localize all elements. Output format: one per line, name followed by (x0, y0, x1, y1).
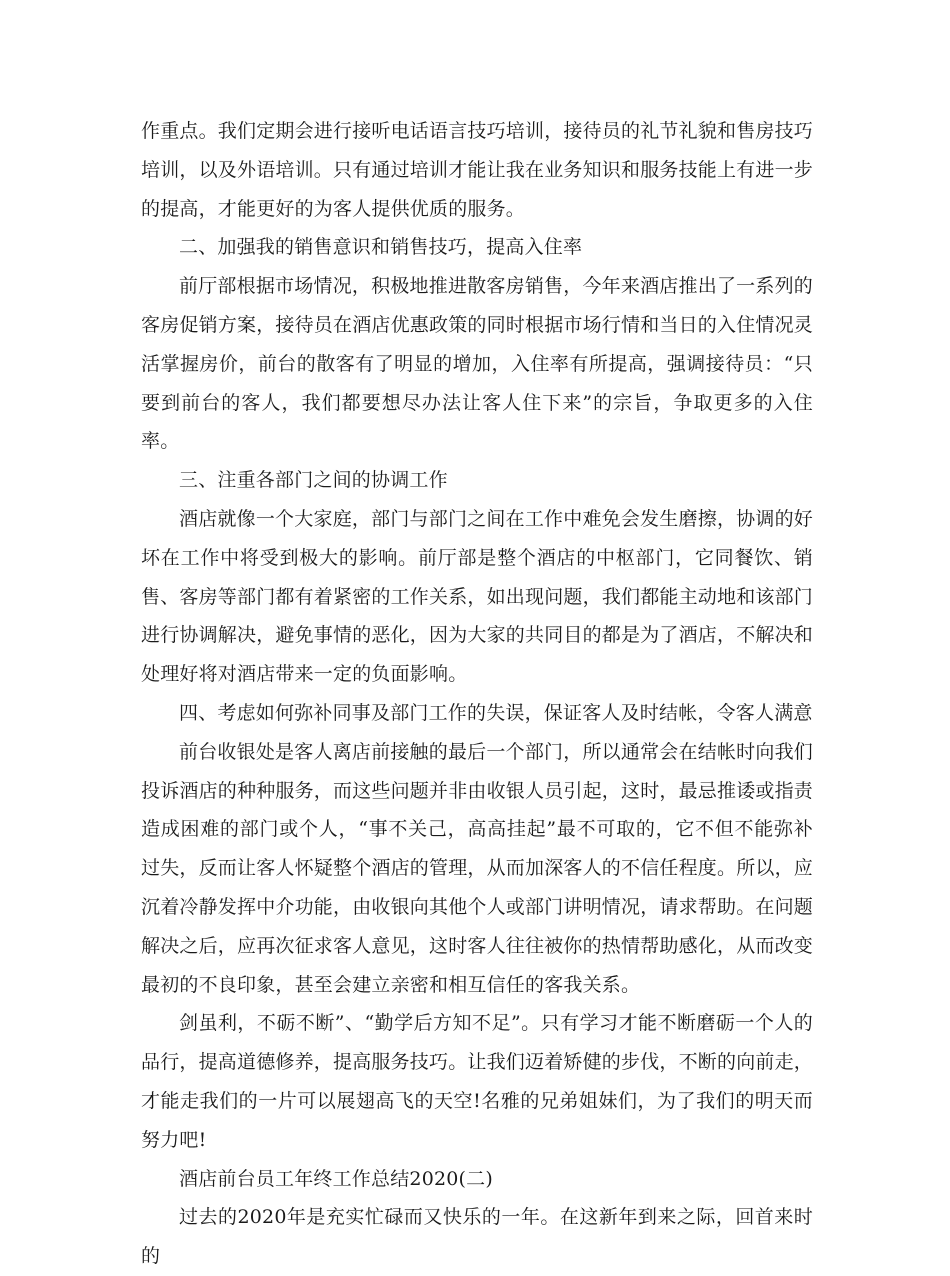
paragraph-training: 作重点。我们定期会进行接听电话语言技巧培训，接待员的礼节礼貌和售房技巧培训，以及外语培训。只有通过培训才能让我在业务知识和服务技能上有进一步的提高，才能更好的为客人提供优质的服务。 (141, 120, 814, 220)
paragraph-sales: 前厅部根据市场情况，积极地推进散客房销售，今年来酒店推出了一系列的客房促销方案，接待员在酒店优惠政策的同时根据市场行情和当日的入住情况灵活掌握房价，前台的散客有了明显的增加，入住率有所提高，强调接待员：“只要到前台的客人，我们都要想尽办法让客人住下来”的宗旨，争取更多的入住率。 (141, 275, 814, 453)
section-heading-coordination: 三、注重各部门之间的协调工作 (179, 469, 448, 492)
paragraph-intro-2020: 过去的2020年是充实忙碌而又快乐的一年。在这新年到来之际，回首来时的 (141, 1206, 813, 1268)
document-body (141, 112, 813, 1276)
paragraph-coordination: 酒店就像一个大家庭，部门与部门之间在工作中难免会发生磨擦，协调的好坏在工作中将受到极大的影响。前厅部是整个酒店的中枢部门，它同餐饮、销售、客房等部门都有着紧密的工作关系，如出现问题，我们都能主动地和该部门进行协调解决，避免事情的恶化，因为大家的共同目的都是为了酒店，不解决和处理好将对酒店带来一定的负面影响。 (141, 507, 814, 686)
section-heading-sales: 二、加强我的销售意识和销售技巧，提高入住率 (179, 236, 583, 259)
paragraph-closing: 剑虽利，不砺不断”、“勤学后方知不足”。只有学习才能不断磨砺一个人的品行，提高道德修养，提高服务技巧。让我们迈着矫健的步伐，不断的向前走，才能走我们的一片可以展翅高飞的天空!名雅的兄弟姐妹们，为了我们的明天而努力吧! (141, 1012, 814, 1151)
document-subtitle: 酒店前台员工年终工作总结2020(二) (179, 1167, 493, 1190)
paragraph-checkout: 前台收银处是客人离店前接触的最后一个部门，所以通常会在结帐时向我们投诉酒店的种种服务，而这些问题并非由收银人员引起，这时，最忌推诿或指责造成困难的部门或个人，“事不关己，高高挂起”最不可取的，它不但不能弥补过失，反而让客人怀疑整个酒店的管理，从而加深客人的不信任程度。所以，应沉着冷静发挥中介功能，由收银向其他个人或部门讲明情况，请求帮助。在问题解决之后，应再次征求客人意见，这时客人往往被你的热情帮助感化，从而改变最初的不良印象，甚至会建立亲密和相互信任的客我关系。 (141, 740, 814, 996)
section-heading-checkout: 四、考虑如何弥补同事及部门工作的失误，保证客人及时结帐，令客人满意 (179, 701, 813, 724)
